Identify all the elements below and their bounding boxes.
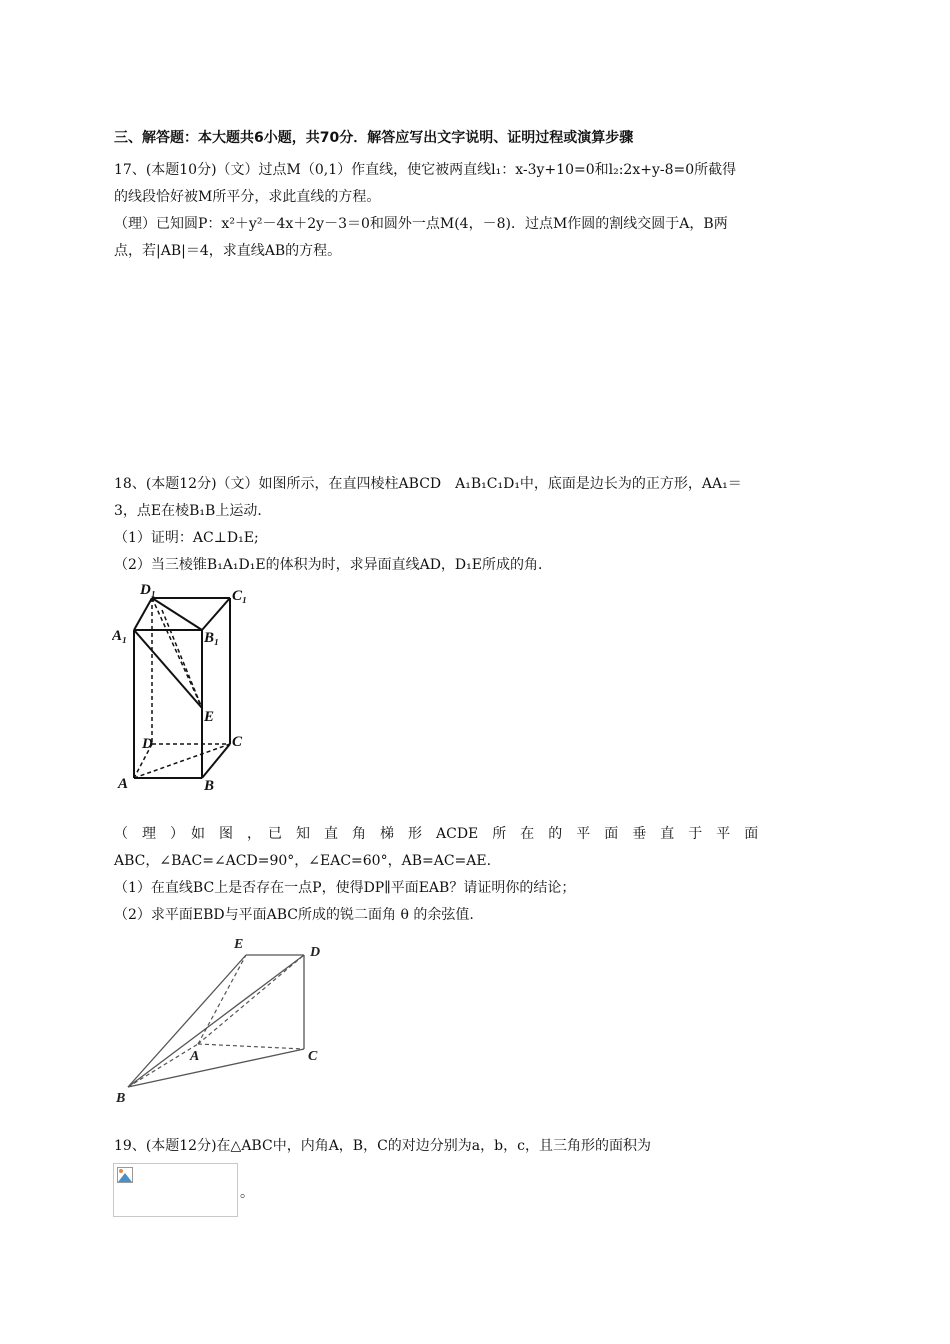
q17-line1: 17、(本题10分)（文）过点M（0,1）作直线，使它被两直线l₁：x-3y+10=0和l₂:2x+y-8=0所截得 xyxy=(114,162,737,178)
q17-line3: （理）已知圆P：x²＋y²－4x＋2y－3＝0和圆外一点M(4，－8)．过点M作圆的割线交圆于A，B两 xyxy=(114,216,728,232)
label-D: D xyxy=(142,736,153,752)
label-A1: A₁ xyxy=(112,628,128,644)
broken-image-placeholder xyxy=(113,1163,238,1217)
label-A2: A xyxy=(190,1049,200,1064)
label-C2: C xyxy=(308,1049,318,1064)
q18-line1: 18、(本题12分)（文）如图所示，在直四棱柱ABCD A₁B₁C₁D₁中，底面是边长为的正方形，AA₁＝ xyxy=(114,476,742,492)
q18-line2: 3，点E在棱B₁B上运动． xyxy=(114,503,272,519)
label-C: C xyxy=(232,734,243,750)
q17-line2: 的线段恰好被M所平分，求此直线的方程。 xyxy=(114,189,381,205)
q18-line3: （1）证明：AC⊥D₁E; xyxy=(114,530,259,546)
label-B1: B₁ xyxy=(204,630,220,646)
broken-image-icon xyxy=(117,1167,133,1183)
trapezoid-figure xyxy=(110,932,340,1107)
q18-line4: （2）当三棱锥B₁A₁D₁E的体积为时，求异面直线AD，D₁E所成的角． xyxy=(114,557,552,573)
label-B: B xyxy=(204,778,215,794)
label-C1: C₁ xyxy=(232,588,248,604)
section-heading: 三、解答题：本大题共6小题，共70分．解答应写出文字说明、证明过程或演算步骤 xyxy=(114,130,634,146)
label-D2: D xyxy=(310,945,321,960)
q18-li-line1: （ 理 ） 如 图 ， 已 知 直 角 梯 形 ACDE 所 在 的 平 面 垂 直 于 平 面 xyxy=(114,826,759,842)
label-E2: E xyxy=(234,937,244,952)
prism-figure xyxy=(112,578,262,798)
q18-li-line2: ABC，∠BAC=∠ACD=90°，∠EAC=60°，AB=AC=AE. xyxy=(114,853,492,869)
q18-li-line4: （2）求平面EBD与平面ABC所成的锐二面角 θ 的余弦值. xyxy=(114,907,474,923)
q19-line1: 19、(本题12分)在△ABC中，内角A，B，C的对边分别为a，b，c，且三角形的面积为 xyxy=(114,1138,651,1154)
label-B2: B xyxy=(116,1091,126,1106)
label-A: A xyxy=(118,776,129,792)
q19-line2-tail: 。 xyxy=(240,1185,254,1201)
q18-li-line3: （1）在直线BC上是否存在一点P，使得DP∥平面EAB？请证明你的结论； xyxy=(114,880,576,896)
q17-line4: 点，若|AB|＝4，求直线AB的方程。 xyxy=(114,243,342,259)
label-D1: D₁ xyxy=(140,582,157,598)
label-E: E xyxy=(204,709,215,725)
